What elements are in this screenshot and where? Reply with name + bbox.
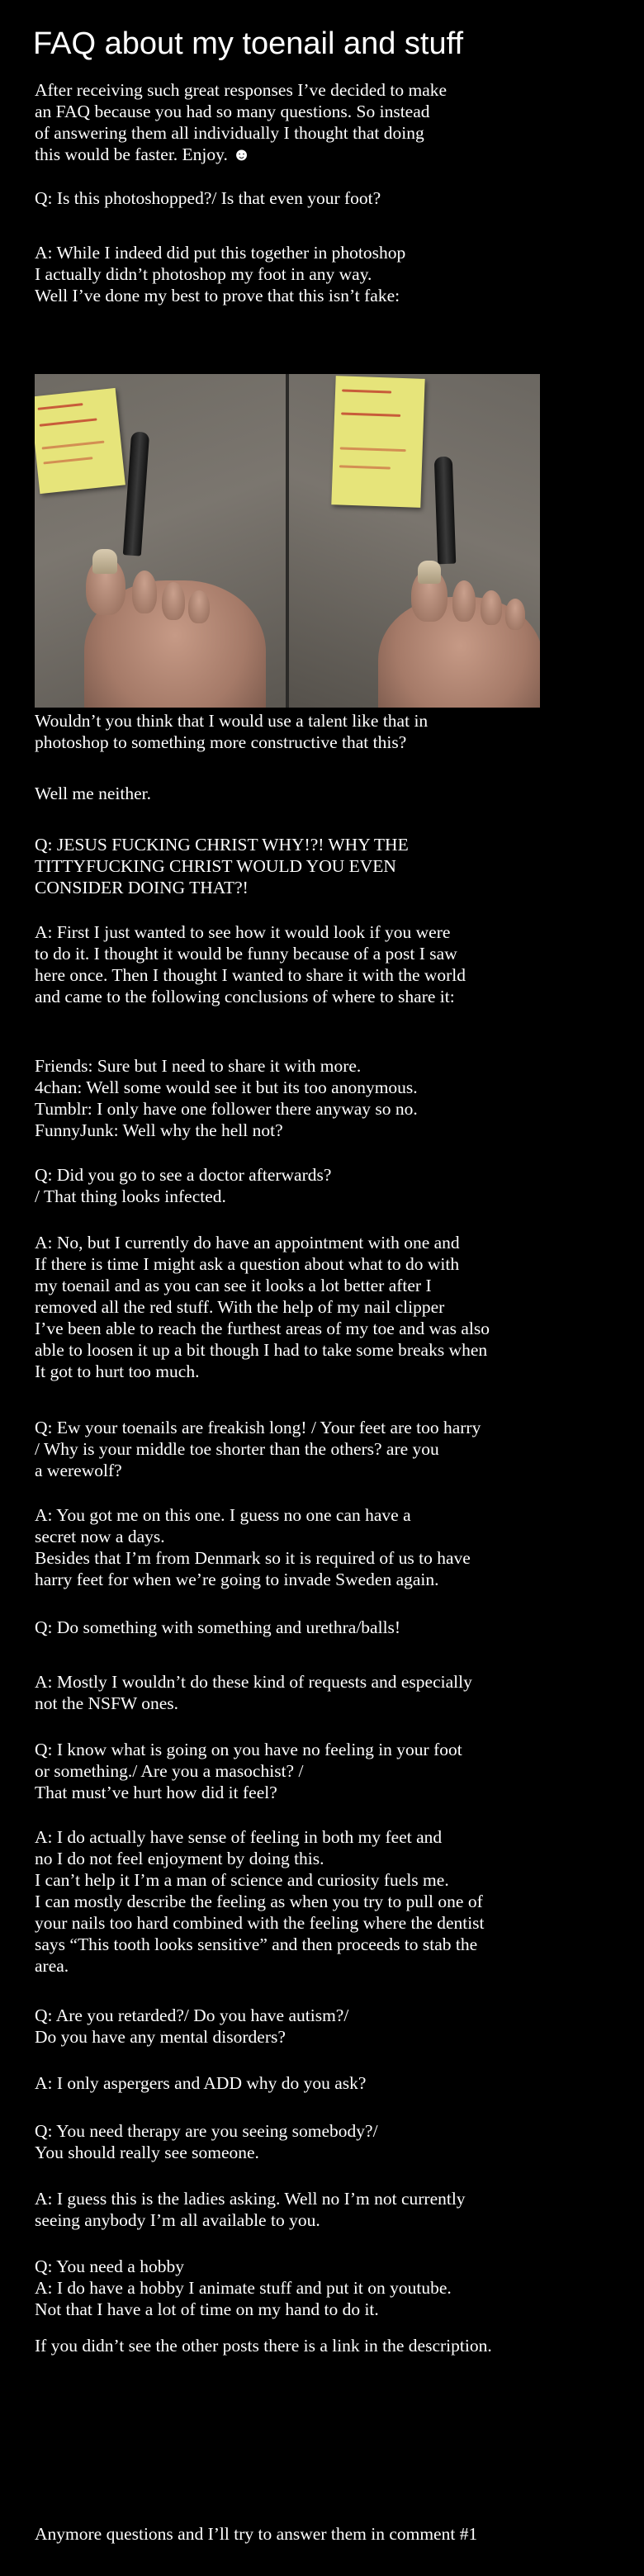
text-line: says “This tooth looks sensitive” and then proceeds to stab the [35,1934,478,1954]
text-line: Q: You need a hobby [35,2256,184,2276]
question-8 [35,2120,629,2163]
text-line: I actually didn’t photoshop my foot in any way. [35,264,372,284]
text-line: seeing anybody I’m all available to you. [35,2210,320,2230]
text-line: Q: Did you go to see a doctor afterwards? [35,1165,332,1185]
text-line: area. [35,1956,69,1976]
text-line: After receiving such great responses I’ve decided to make [35,80,447,100]
answer-1 [35,242,629,306]
answer-2 [35,921,629,1007]
proof-photo [35,374,540,708]
intro-paragraph [35,79,629,165]
closing-note [35,2523,629,2545]
text-line: removed all the red stuff. With the help of my nail clipper [35,1297,445,1317]
text-line: not the NSFW ones. [35,1693,178,1713]
text-line: Well me neither. [35,784,151,803]
text-line: If there is time I might ask a question about what to do with [35,1254,460,1274]
toe [505,599,525,630]
toe [132,571,157,613]
answer-3 [35,1232,629,1382]
text-line: Q: JESUS FUCKING CHRIST WHY!?! WHY THE [35,835,409,855]
question-9 [35,2256,629,2320]
text-line: or something./ Are you a masochist? / [35,1761,304,1781]
text-line: / That thing looks infected. [35,1186,226,1206]
question-2 [35,834,629,898]
sticky-note [331,376,424,508]
text-line: A: I do have a hobby I animate stuff and put it on youtube. [35,2278,452,2298]
text-line: Q: Ew your toenails are freakish long! / Your feet are too harry [35,1418,481,1437]
answer-8 [35,2188,629,2231]
text-line: Q: Do something with something and urethra/balls! [35,1617,401,1637]
text-line: Not that I have a lot of time on my hand to do it. [35,2299,379,2319]
text-line: A: While I indeed did put this together in photoshop [35,243,406,263]
question-3 [35,1164,629,1207]
text-line: secret now a days. [35,1527,165,1546]
text-line: able to loosen it up a bit though I had to take some breaks when [35,1340,488,1360]
text-line: A: You got me on this one. I guess no one can have a [35,1505,411,1525]
list-item: Tumblr: I only have one follower there anyway so no. [35,1099,418,1119]
text-line: TITTYFUCKING CHRIST WOULD YOU EVEN [35,856,396,876]
text-line: Q: Are you retarded?/ Do you have autism?/ [35,2005,349,2025]
page-title: FAQ about my toenail and stuff [33,26,464,61]
text-line: I’ve been able to reach the furthest areas of my toe and was also [35,1319,490,1338]
text-line: A: I guess this is the ladies asking. Well no I’m not currently [35,2189,466,2209]
text-line: Besides that I’m from Denmark so it is required of us to have [35,1548,471,1568]
text-line: no I do not feel enjoyment by doing this. [35,1849,324,1868]
photo-divider [286,374,289,708]
list-item: FunnyJunk: Well why the hell not? [35,1120,283,1140]
sticky-note [35,388,125,494]
text-line: You should really see someone. [35,2143,259,2162]
text-line: I can mostly describe the feeling as when you try to pull one of [35,1892,483,1911]
text-line: this would be faster. Enjoy. ☻ [35,144,251,164]
text-line: Q: I know what is going on you have no feeling in your foot [35,1740,462,1759]
knife-blade [123,431,149,556]
text-line: to do it. I thought it would be funny because of a post I saw [35,944,457,964]
answer-7 [35,2072,629,2094]
text-line: That must’ve hurt how did it feel? [35,1783,277,1802]
question-6 [35,1739,629,1803]
text-line: A: I only aspergers and ADD why do you ask? [35,2073,367,2093]
text-line: CONSIDER DOING THAT?! [35,878,249,897]
text-line: I can’t help it I’m a man of science and curiosity fuels me. [35,1870,449,1890]
proof-photo-right [287,374,540,708]
text-line: my toenail and as you can see it looks a lot better after I [35,1276,432,1295]
toe [188,590,210,623]
question-1 [35,187,629,209]
text-line: here once. Then I thought I wanted to share it with the world [35,965,466,985]
text-line: of answering them all individually I thought that doing [35,123,424,143]
text-line: Well I’ve done my best to prove that this isn’t fake: [35,286,400,305]
text-line: / Why is your middle toe shorter than the others? are you [35,1439,439,1459]
other-posts-note [35,2335,629,2356]
text-line: Anymore questions and I’ll try to answer them in comment #1 [35,2524,478,2544]
toenail [92,549,117,574]
text-line: A: First I just wanted to see how it would look if you were [35,922,451,942]
toe [452,580,476,622]
text-line: A: Mostly I wouldn’t do these kind of requests and especially [35,1672,472,1692]
text-line: your nails too hard combined with the feeling where the dentist [35,1913,485,1933]
question-7 [35,2005,629,2048]
text-line: and came to the following conclusions of where to share it: [35,987,455,1006]
text-line: harry feet for when we’re going to invade Sweden again. [35,1570,439,1589]
text-line: It got to hurt too much. [35,1361,200,1381]
question-5 [35,1617,629,1638]
text-line: Q: You need therapy are you seeing somebody?/ [35,2121,378,2141]
toe [162,582,185,620]
text-line: an FAQ because you had so many questions. So instead [35,102,430,121]
me-neither [35,783,629,804]
text-line: If you didn’t see the other posts there is a link in the description. [35,2336,492,2356]
list-item: 4chan: Well some would see it but its too anonymous. [35,1077,418,1097]
share-list [35,1055,629,1141]
answer-5 [35,1671,629,1714]
list-item: Friends: Sure but I need to share it with more. [35,1056,362,1076]
question-4 [35,1417,629,1481]
text-line: A: I do actually have sense of feeling in both my feet and [35,1827,443,1847]
toenail [418,561,441,584]
text-line: Wouldn’t you think that I would use a talent like that in [35,711,429,731]
proof-photo-left [35,374,287,708]
toe [481,590,502,625]
answer-6 [35,1826,629,1977]
text-line: A: No, but I currently do have an appointment with one and [35,1233,460,1252]
knife-blade [434,457,457,565]
post-photo-paragraph [35,710,629,753]
text-line: Q: Is this photoshopped?/ Is that even your foot? [35,188,381,208]
text-line: a werewolf? [35,1461,122,1480]
text-line: Do you have any mental disorders? [35,2027,286,2047]
text-line: photoshop to something more constructive that this? [35,732,407,752]
answer-4 [35,1504,629,1590]
